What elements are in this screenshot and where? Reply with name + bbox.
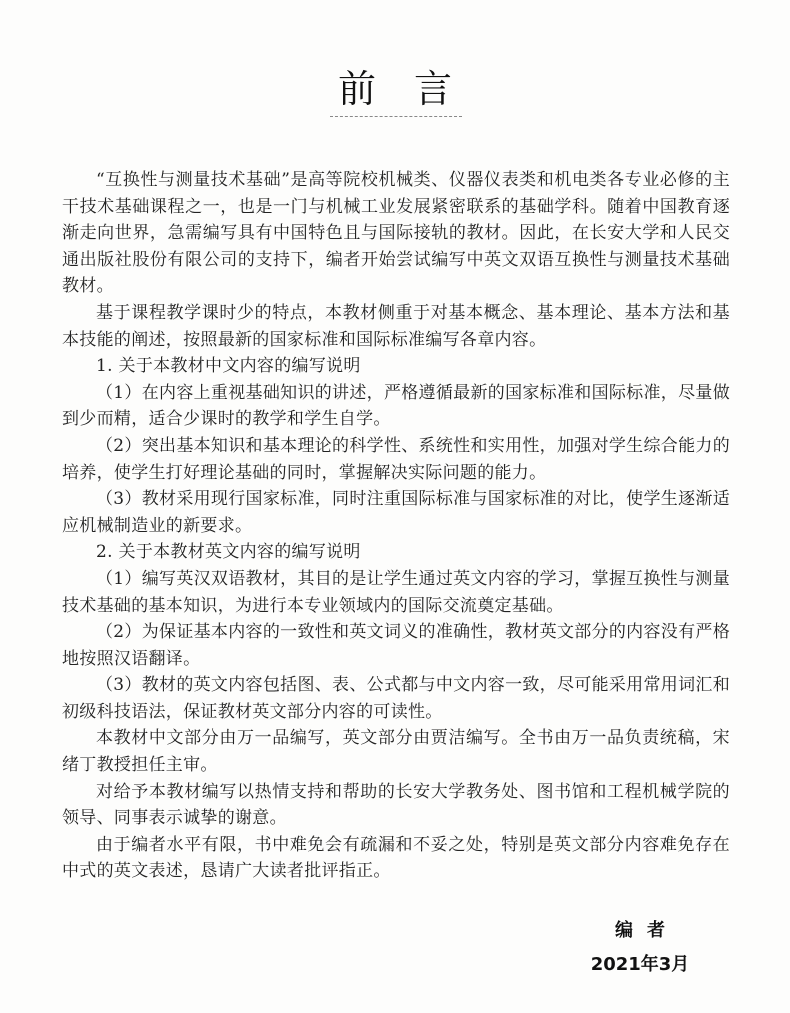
paragraph: （1）在内容上重视基础知识的讲述，严格遵循最新的国家标准和国际标准，尽量做到少而精，适合少课时的教学和学生自学。 [62,382,730,430]
paragraph: 基于课程教学课时少的特点，本教材侧重于对基本概念、基本理论、基本方法和基本技能的阐述，按照最新的国家标准和国际标准编写各章内容。 [62,302,730,350]
paragraph: （2）为保证基本内容的一致性和英文词义的准确性，教材英文部分的内容没有严格地按照汉语翻译。 [62,622,730,669]
paragraph: （2）突出基本知识和基本理论的科学性、系统性和实用性，加强对学生综合能力的培养，使学生打好理论基础的同时，掌握解决实际问题的能力。 [62,435,730,483]
paragraph: “互换性与测量技术基础”是高等院校机械类、仪器仪表类和机电类各专业必修的主干技术基础课程之一，也是一门与机械工业发展紧密联系的基础学科。随着中国教育逐渐走向世界，急需编写具有中国特色且与国际接轨的教材。因此，在长安大学和人民交通出版社股份有限公司的支持下，编者开始尝试编写中英文双语互换性与测量技术基础教材。 [62,170,730,297]
paragraph: （1）编写英汉双语教材，其目的是让学生通过英文内容的学习，掌握互换性与测量技术基础的基本知识，为进行本专业领域内的国际交流奠定基础。 [62,568,730,616]
paragraph: 本教材中文部分由万一品编写，英文部分由贾洁编写。全书由万一品负责统稿，宋绪丁教授担任主审。 [62,728,730,776]
signature-author: 编者 [615,920,679,941]
paragraph: 由于编者水平有限，书中难免会有疏漏和不妥之处，特别是英文部分内容难免存在中式的英文表述，恳请广大读者批评指正。 [62,834,730,882]
page-title: 前言 [337,67,490,111]
section-heading: 2. 关于本教材英文内容的编写说明 [96,542,361,563]
preface-body [62,167,730,885]
paragraph: 对给予本教材编写以热情支持和帮助的长安大学教务处、图书馆和工程机械学院的领导、同事表示诚挚的谢意。 [62,781,730,829]
section-heading: 1. 关于本教材中文内容的编写说明 [96,356,361,377]
paragraph: （3）教材采用现行国家标准，同时注重国际标准与国家标准的对比，使学生逐渐适应机械制造业的新要求。 [62,489,730,536]
paragraph: （3）教材的英文内容包括图、表、公式都与中文内容一致，尽可能采用常用词汇和初级科技语法，保证教材英文部分内容的可读性。 [62,675,730,722]
signature-date: 2021年3月 [590,954,690,975]
title-underline [330,116,462,117]
